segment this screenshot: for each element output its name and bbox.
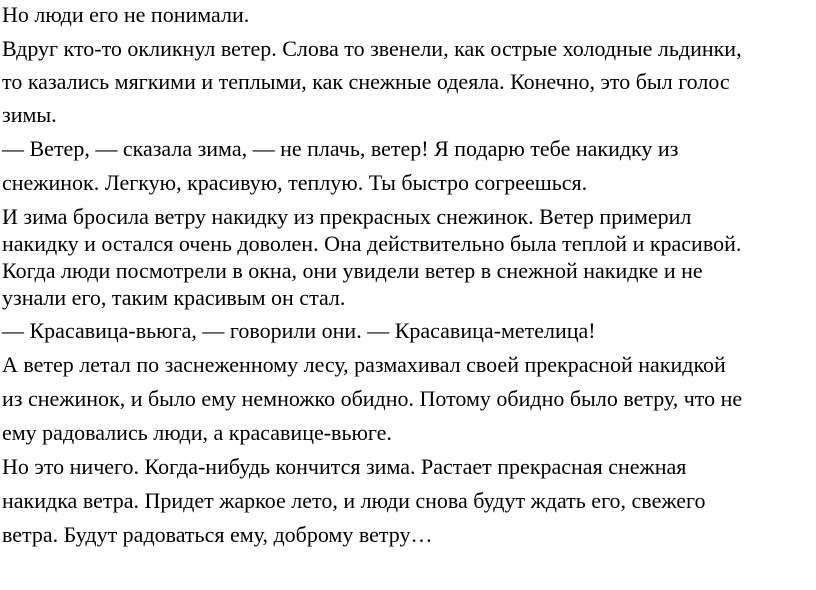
text-line: ветра. Будут радоваться ему, доброму ветру… [2, 522, 433, 547]
text-line: из снежинок, и было ему немножко обидно. Потому обидно было ветру, что не [2, 386, 743, 411]
text-line: Когда люди посмотрели в окна, они увидели ветер в снежной накидке и не [2, 258, 703, 283]
text-line: узнали его, таким красивым он стал. [2, 285, 346, 310]
text-line: — Ветер, — сказала зима, — не плачь, ветер! Я подарю тебе накидку из [2, 136, 679, 161]
text-line: снежинок. Легкую, красивую, теплую. Ты быстро согреешься. [2, 170, 588, 195]
text-line: Но люди его не понимали. [2, 2, 250, 27]
text-line: зимы. [2, 102, 57, 127]
text-line: — Красавица-вьюга, — говорили они. — Красавица-метелица! [2, 318, 596, 343]
text-line: И зима бросила ветру накидку из прекрасных снежинок. Ветер примерил [2, 204, 692, 229]
text-line: Вдруг кто-то окликнул ветер. Слова то звенели, как острые холодные льдинки, [2, 36, 742, 61]
text-line: накидку и остался очень доволен. Она действительно была теплой и красивой. [2, 231, 742, 256]
text-line: А ветер летал по заснеженному лесу, размахивал своей прекрасной накидкой [2, 352, 726, 377]
text-line: то казались мягкими и теплыми, как снежные одеяла. Конечно, это был голос [2, 69, 730, 94]
text-line: накидка ветра. Придет жаркое лето, и люди снова будут ждать его, свежего [2, 488, 706, 513]
text-line: Но это ничего. Когда-нибудь кончится зима. Растает прекрасная снежная [2, 454, 687, 479]
text-line: ему радовались люди, а красавице-вьюге. [2, 420, 392, 445]
